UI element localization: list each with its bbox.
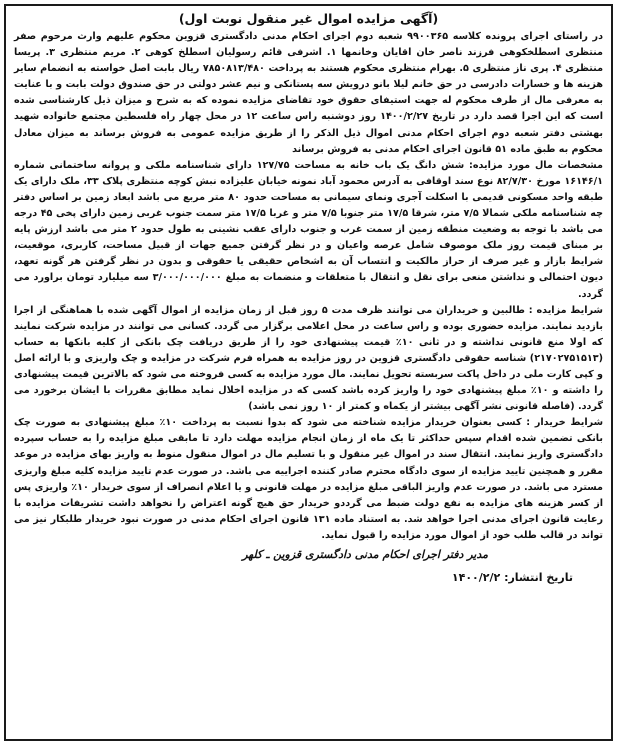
notice-intro-paragraph: در راستای اجرای پرونده کلاسه ۹۹۰۰۳۶۵ شعبه دوم اجرای احکام مدنی دادگستری قزوین محکوم علیهم وارث مرحوم صفر منتظری اسطلخکوهی فرزند ناصر خان اقایان وخانمها ۱. اشرفی قائم رسولیان اسطلخ کوهی ۲. مریم منتظری ۳. پریسا منتظری ۴. پری ناز منتظری ۵. بهرام منتظری محکوم هستند به پرداخت ۷۸۵۰۸۱۳/۴۸۰ ریال بابت اصل خواسته به انضمام سایر هزینه ها و خسارات دادرسی در حق خانم لیلا بانو درویش سه پستانکی و نیم عشر دولتی در حق صندوق دولت بابت و با عنایت به معرفی مال از طرف محکوم له جهت استیفای حقوق خود تقاضای مزایده نموده که به شرح و میزان ذیل کارشناسی شده است که این اجرا قصد دارد در تاریخ ۱۴۰۰/۲/۲۷ روز دوشنبه راس ساعت ۱۲ در محل چهار راه فلسطین مجتمع خانواده شهید بهشتی دفتر شعبه دوم اجرای احکام مدنی اموال ذیل الذکر را از طریق مزایده عمومی به فروش برساند به میزان معادل محکوم به طبق ماده ۵۱ قانون اجرای احکام مدنی به فروش برساند xyxy=(14,31,604,155)
property-specs-paragraph: مشخصات مال مورد مزایده: شش دانگ یک باب خانه به مساحت ۱۲۷/۷۵ دارای شناسنامه ملکی و پروانه ساختمانی شماره ۱۶۱۴۶/۱ مورخ ۸۲/۷/۳۰ نوع سند اوقافی به آدرس محمود آباد نمونه خیابان علیزاده نبش کوچه منتظری پلاک ۳۳، ملک دارای یک طبقه واحد مسکونی قدیمی با اسکلت آجری ونمای سیمانی به مساحت حدود ۸۰ متر مربع می باشد ابعاد زمین بر اساس دفتر چه شناسنامه ملکی شمالا ۷/۵ متر، شرقا ۱۷/۵ متر جنوبا ۷/۵ متر و غربا ۱۷/۵ متر سمت جنوب غربی زمین دارای پخی ۴۵ درجه می باشد با توجه به وضعیت منطقه زمین از سمت غرب و جنوب دارای عقب نشینی به طول حدود ۲ متر می باشد ارزش پایه بر مبنای قیمت روز ملک موصوف شامل عرصه واعیان و در نظر گرفتن جمیع جهات از قبیل مساحت، کاربری، موقعیت، شرایط بازار و غیر صرف از حراز مالکیت و انتساب آن به اشخاص حقیقی یا حقوقی و بدون در نظر گرفتن هر گونه تعهد، دیون احتمالی و نداشتن منعی برای نقل و انتقال با متعلقات و منضمات به مبلغ ۳/۰۰۰/۰۰۰/۰۰۰ سه میلیارد تومان براورد می گردد. xyxy=(14,159,604,300)
buyer-conditions-paragraph: شرایط خریدار : کسی بعنوان خریدار مزایده شناخته می شود که بدوا نسبت به پرداخت ۱۰٪ مبلغ پیشنهادی به صورت چک بانکی تضمین شده اقدام سپس حداکثر تا یک ماه از زمان انجام مزایده مهلت دارد تا مابقی مبلغ مزایده را به حساب سپرده دادگستری واریز نمایند. انتقال سند در اموال غیر منقول و با تسلیم مال در اموال منقول منوط به واریز بهای مزایده در موعد مقرر و همچنین تایید مزایده از سوی دادگاه محترم صادر کننده اجراییه می باشد. در صورت عدم تایید مزایده کلیه مبلغ واریزی مسترد می باشد. در صورت عدم واریز الباقی مبلغ مزایده در مهلت قانونی و یا اعلام انصراف از سوی خریدار ۱۰٪ واریزی پس از کسر هزینه های مزایده به نفع دولت ضبط می گرددو خریدار حق هیچ گونه اعتراض را نخواهد داشت تشریفات مزایده با رعایت قانون اجرای مدنی اجرا خواهد شد. به استناد ماده ۱۳۱ قانون اجرای احکام مدنی در صورت نبود خریدار طلبکار نیز می تواند در قالب طلب خود از اموال مورد مزایده را قبول نماید. xyxy=(14,417,604,541)
publication-date: تاریخ انتشار: ۱۴۰۰/۲/۲ xyxy=(451,571,573,584)
signature: مدیر دفتر اجرای احکام مدنی دادگستری قزوین ـ کلهر xyxy=(242,548,488,561)
auction-conditions-paragraph: شرایط مزایده : طالبین و خریداران می توانند ظرف مدت ۵ روز قبل از زمان مزایده از اموال آگهی شده با هماهنگی از اجرا بازدید نمایند. مزایده حضوری بوده و راس ساعت در محل اعلامی برگزار می گردد. کسانی می توانند در مزایده شرکت نمایند که اولا منع قانونی نداشته و در ثانی ۱۰٪ قیمت پیشنهادی خود را از طریق دریافت چک بانکی از کلیه بانکها به حساب (۲۱۷۰۲۷۵۱۵۱۳) شناسه حقوقی دادگستری قزوین در روز مزایده به همراه فرم شرکت در مزایده و چک واریزی و با ارائه اصل و کپی کارت ملی در داخل پاکت سربسته تحویل نمایند. مال مورد مزایده به کسی فروخته می شود که بالاترین قیمت پیشنهادی را داشته و ۱۰٪ مبلغ پیشنهادی خود را واریز کرده باشد کسی که در مزایده اخلال نماید مطابق مقررات با ایشان برخورد می گردد. (فاصله قانونی نشر آگهی بیشتر از یکماه و کمتر از ۱۰ روز نمی باشد) xyxy=(14,304,603,413)
auction-notice xyxy=(4,4,613,741)
notice-title: (آگهی مزایده اموال غیر منقول نوبت اول) xyxy=(178,11,439,26)
